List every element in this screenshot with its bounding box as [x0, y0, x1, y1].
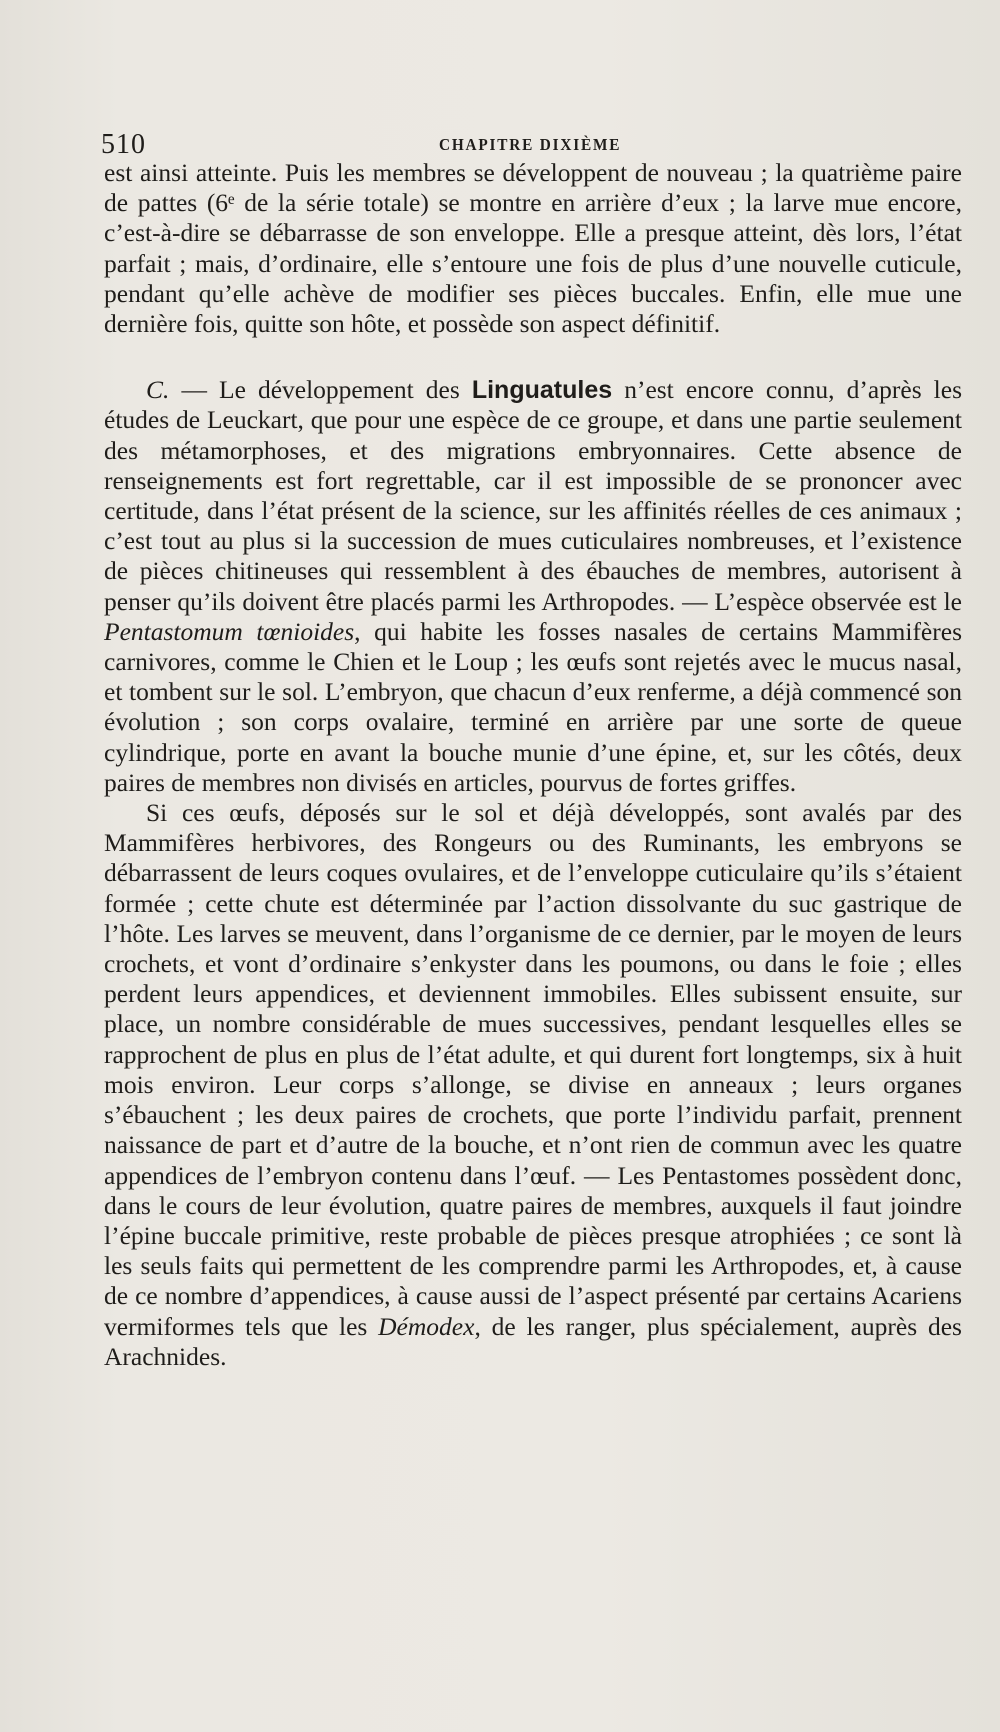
paragraph-2-text-b: , qui habite les fosses nasales de certains Mammifères carnivores, comme le Chien et le Loup ; les œufs sont rejetés avec le mucus nasal, et tombent sur le sol. L’embryon, que chacun d’eux renferme, a déjà commencé son évolution ; son corps ovalaire, terminé en arrière par une sorte de queue cylindrique, porte en avant la bouche munie d’une épine, et, sur les côtés, deux paires de membres non divisés en articles, pourvus de fortes griffes.: [104, 616, 962, 797]
body-text: [104, 158, 962, 1372]
paragraph-2-lead: — Le développement des: [169, 375, 472, 405]
running-title: CHAPITRE DIXIÈME: [439, 135, 622, 154]
paragraph-3-text-a: Si ces œufs, déposés sur le sol et déjà développés, sont avalés par des Mammifères herbivores, des Rongeurs ou des Ruminants, les embryons se débarrassent de leurs coques ovulaires, et de l’enveloppe cuticulaire qu’ils s’étaient formée ; cette chute est déterminée par l’action dissolvante du suc gastrique de l’hôte. Les larves se meuvent, dans l’organisme de ce dernier, par le moyen de leurs crochets, et vont d’ordinaire s’enkyster dans les poumons, ou dans le foie ; elles perdent leurs appendices, et deviennent immobiles. Elles subissent ensuite, sur place, un nombre considérable de mues successives, pendant lesquelles elles se rapprochent de plus en plus de l’état adulte, et qui durent fort longtemps, six à huit mois environ. Leur corps s’allonge, se divise en anneaux ; leurs organes s’ébauchent ; les deux paires de crochets, que porte l’individu parfait, prennent naissance de part et d’autre de la bouche, et n’ont rien de commun avec les quatre appendices de l’embryon contenu dans l’œuf. — Les Pentastomes possèdent donc, dans le cours de leur évolution, quatre paires de membres, auxquels il faut joindre l’épine buccale primitive, reste probable de pièces presque atrophiées ; ce sont là les seuls faits qui permettent de les comprendre parmi les Arthropodes, et, à cause de ce nombre d’appendices, à cause aussi de l’aspect présenté par certains Acariens vermiformes tels que les: [104, 798, 962, 1341]
page-header: [101, 128, 622, 162]
paragraph-1: est ainsi atteinte. Puis les membres se développent de nouveau ; la quatrième paire de pattes (6ᵉ de la série totale) se montre en arrière d’eux ; la larve mue encore, c’est-à-dire se débarrasse de son enveloppe. Elle a presque atteint, dès lors, l’état parfait ; mais, d’ordinaire, elle s’entoure une fois de plus d’une nouvelle cuticule, pendant qu’elle achève de modifier ses pièces buccales. Enfin, elle mue une dernière fois, quitte son hôte, et possède son aspect définitif.: [104, 158, 962, 339]
paragraph-gap: [104, 339, 962, 375]
species-name: Pentastomum tœnioides: [104, 616, 355, 646]
paragraph-3-text-b: , de les ranger, plus spécialement, auprès des Arachnides.: [104, 1311, 962, 1371]
paragraph-2: [104, 375, 962, 798]
page-number: 510: [101, 129, 146, 160]
paragraph-2-text-a: n’est encore connu, d’après les études de Leuckart, que pour une espèce de ce groupe, et dans une partie seulement des métamorphoses, et des migrations embryonnaires. Cette absence de renseignements est fort regrettable, car il est impossible de se prononcer avec certitude, dans l’état présent de la science, sur les affinités réelles de ces animaux ; c’est tout au plus si la succession de mues cuticulaires nombreuses, et l’existence de pièces chitineuses qui ressemblent à des ébauches de membres, autorisent à penser qu’ils doivent être placés parmi les Arthropodes. — L’espèce observée est le: [104, 375, 962, 616]
section-letter: C.: [146, 375, 170, 405]
paragraph-3: [104, 798, 962, 1372]
genus-linguatules: Linguatules: [471, 376, 613, 405]
genus-demodex: Démodex: [378, 1311, 475, 1341]
